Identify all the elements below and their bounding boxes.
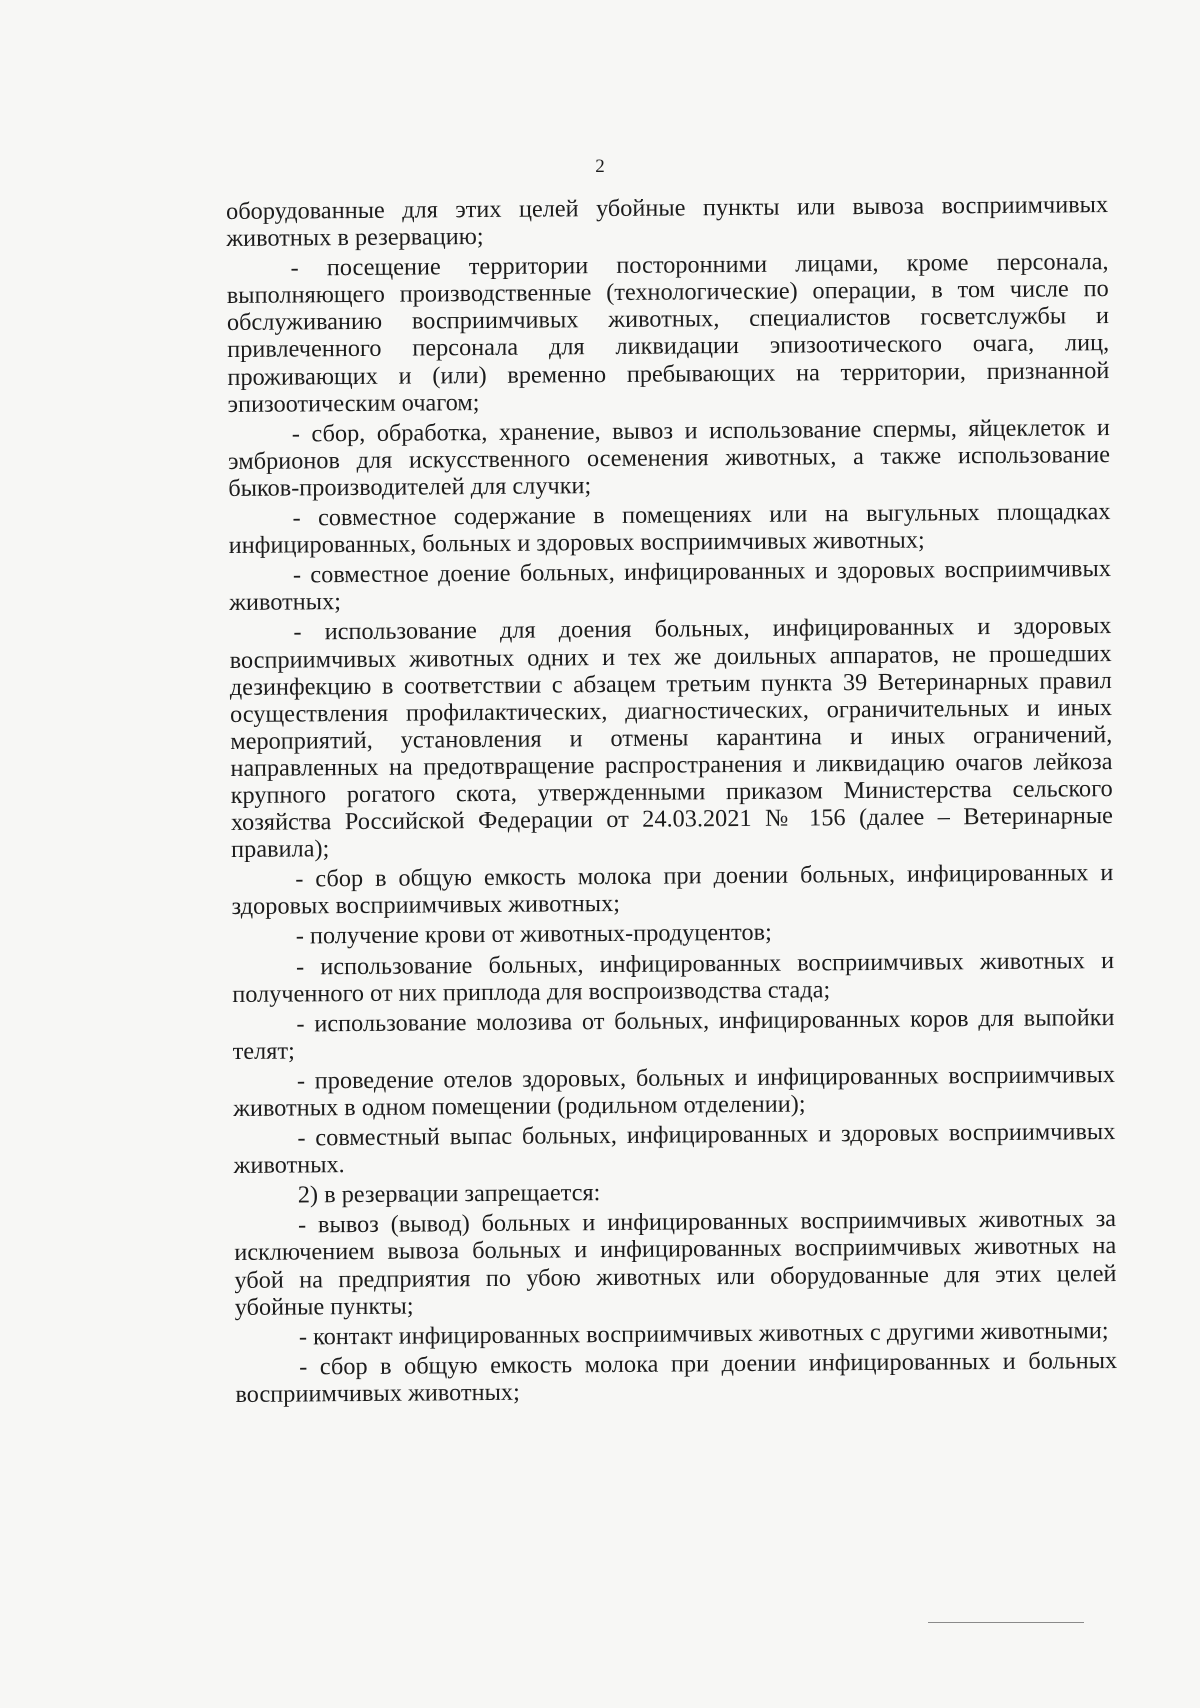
paragraph: 2) в резервации запрещается: [297, 1179, 601, 1209]
paragraph: - сбор, обработка, хранение, вывоз и использование спермы, яйцеклеток и эмбрионов для искусственного осеменения животных, а также использование быков-производителей для случки; [227, 413, 1111, 502]
footer-rule [928, 1622, 1084, 1623]
paragraph: - совместное содержание в помещениях или на выгульных площадках инфицированных, больных и здоровых восприимчивых животных; [228, 498, 1111, 560]
paragraph: - вывоз (вывод) больных и инфицированных восприимчивых животных за исключением вывоза больных и инфицированных восприимчивых животных на убой на предприятия по убою животных или оборудованные для этих целей убойные пункты; [234, 1205, 1117, 1321]
paragraph: - посещение территории посторонними лицами, кроме персонала, выполняющего производственные (технологические) операции, в том числе по обслуживанию восприимчивых животных, специалистов госветслужбы и привлеченного персонала для ликвидации эпизоотического очага, лиц, проживающих и (или) временно пребывающих на территории, признанной эпизоотическим очагом; [226, 248, 1110, 418]
paragraph: - контакт инфицированных восприимчивых животных с другими животными; [298, 1316, 1109, 1351]
document-body [226, 191, 1117, 1408]
paragraph: - сбор в общую емкость молока при доении больных, инфицированных и здоровых восприимчивых животных; [231, 859, 1114, 921]
paragraph: - проведение отелов здоровых, больных и инфицированных восприимчивых животных в одном помещении (родильном отделении); [233, 1060, 1116, 1122]
paragraph: - совместный выпас больных, инфицированных и здоровых восприимчивых животных. [233, 1118, 1116, 1180]
paragraph: - совместное доение больных, инфицированных и здоровых восприимчивых животных; [229, 555, 1112, 617]
paragraph: - получение крови от животных-продуцентов; [295, 919, 772, 950]
page-number: 2 [595, 156, 605, 177]
paragraph: - использование для доения больных, инфицированных и здоровых восприимчивых животных одних и тех же доильных аппаратов, не прошедших дезинфекцию в соответствии с абзацем третьим пункта 39 Ветеринарных правил осуществления профилактических, диагностических, ограничительных и иных мероприятий, установления и отмены карантина и иных ограничений, направленных на предотвращение распространения и ликвидацию очагов лейкоза крупного рогатого скота, утвержденными приказом Министерства сельского хозяйства Российской Федерации от 24.03.2021 № 156 (далее – Ветеринарные правила); [229, 612, 1113, 864]
paragraph: - использование больных, инфицированных восприимчивых животных и полученного от них приплода для воспроизводства стада; [232, 946, 1115, 1008]
paragraph: - использование молозива от больных, инфицированных коров для выпойки телят; [232, 1003, 1115, 1065]
paragraph: оборудованные для этих целей убойные пункты или вывоза восприимчивых животных в резервацию; [226, 191, 1109, 253]
paragraph: - сбор в общую емкость молока при доении инфицированных и больных восприимчивых животных; [235, 1346, 1118, 1408]
